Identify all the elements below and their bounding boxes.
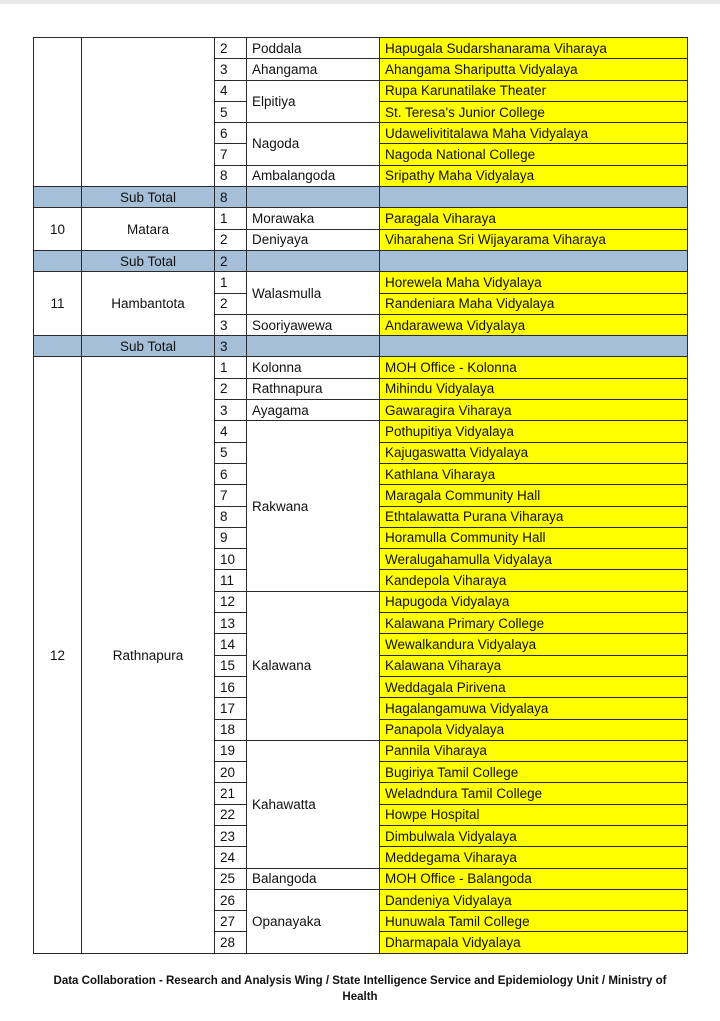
center-name: Nagoda National College [380,144,688,165]
moh-area: Ahangama [247,59,380,80]
row-index: 5 [215,442,247,463]
center-name: Pothupitiya Vidyalaya [380,421,688,442]
row-index: 4 [215,421,247,442]
moh-area: Poddala [247,38,380,59]
subtotal-label: Sub Total [82,336,215,357]
moh-area: Sooriyawewa [247,314,380,335]
row-index: 3 [215,59,247,80]
row-index: 7 [215,485,247,506]
row-index: 8 [215,506,247,527]
row-index: 1 [215,208,247,229]
center-name: Viharahena Sri Wijayarama Viharaya [380,229,688,250]
row-index: 6 [215,463,247,484]
subtotal-label: Sub Total [82,187,215,208]
row-index: 16 [215,676,247,697]
top-margin [0,0,720,4]
row-index: 6 [215,123,247,144]
center-name: Horamulla Community Hall [380,527,688,548]
footer-line-1: Data Collaboration - Research and Analysis Wing / State Intelligence Service and Epidemiology Unit / Ministry of [53,975,667,987]
center-name: St. Teresa's Junior College [380,101,688,122]
moh-area: Ayagama [247,400,380,421]
center-name: Kalawana Viharaya [380,655,688,676]
table-row [34,272,688,293]
center-name: Weralugahamulla Vidyalaya [380,549,688,570]
row-index: 18 [215,719,247,740]
moh-area: Rathnapura [247,378,380,399]
table-row [34,357,688,378]
center-name: Dandeniya Vidyalaya [380,889,688,910]
district-name: Matara [82,208,215,251]
footer-line-2: Health [342,991,378,1003]
subtotal-count: 3 [215,336,247,357]
center-name: Ethtalawatta Purana Viharaya [380,506,688,527]
row-index: 17 [215,698,247,719]
center-name: Hunuwala Tamil College [380,911,688,932]
center-name: Weddagala Pirivena [380,676,688,697]
table-row [34,208,688,229]
row-index: 9 [215,527,247,548]
row-index: 19 [215,740,247,761]
center-name: Howpe Hospital [380,804,688,825]
row-index: 22 [215,804,247,825]
center-name: Gawaragira Viharaya [380,400,688,421]
moh-area: Walasmulla [247,272,380,315]
subtotal-row [34,250,688,271]
row-index: 25 [215,868,247,889]
subtotal-count: 8 [215,187,247,208]
center-name: Paragala Viharaya [380,208,688,229]
row-index: 2 [215,293,247,314]
center-name: Mihindu Vidyalaya [380,378,688,399]
row-index: 5 [215,101,247,122]
district-number-cell [34,38,82,187]
row-index: 10 [215,549,247,570]
row-index: 8 [215,165,247,186]
row-index: 26 [215,889,247,910]
center-name: Hapugala Sudarshanarama Viharaya [380,38,688,59]
moh-area: Elpitiya [247,80,380,123]
center-name: Wewalkandura Vidyalaya [380,634,688,655]
center-name: Kajugaswatta Vidyalaya [380,442,688,463]
row-index: 1 [215,272,247,293]
row-index: 3 [215,400,247,421]
moh-area: Nagoda [247,123,380,166]
center-name: MOH Office - Balangoda [380,868,688,889]
table-row [34,38,688,59]
center-name: Pannila Viharaya [380,740,688,761]
row-index: 23 [215,825,247,846]
row-index: 12 [215,591,247,612]
district-name: Rathnapura [82,357,215,953]
subtotal-count: 2 [215,250,247,271]
row-index: 3 [215,314,247,335]
moh-area: Kolonna [247,357,380,378]
center-name: Udawelivititalawa Maha Vidyalaya [380,123,688,144]
subtotal-row [34,187,688,208]
district-name: Hambantota [82,272,215,336]
row-index: 27 [215,911,247,932]
center-name: Dharmapala Vidyalaya [380,932,688,953]
moh-area: Kalawana [247,591,380,740]
row-index: 2 [215,38,247,59]
subtotal-label: Sub Total [82,250,215,271]
moh-area: Balangoda [247,868,380,889]
center-name: Hagalangamuwa Vidyalaya [380,698,688,719]
district-number: 12 [34,357,82,953]
row-index: 4 [215,80,247,101]
row-index: 11 [215,570,247,591]
center-name: Meddegama Viharaya [380,847,688,868]
district-number: 11 [34,272,82,336]
row-index: 14 [215,634,247,655]
center-name: Ahangama Shariputta Vidyalaya [380,59,688,80]
center-name: Maragala Community Hall [380,485,688,506]
center-name: Hapugoda Vidyalaya [380,591,688,612]
moh-area: Rakwana [247,421,380,591]
center-name: Sripathy Maha Vidyalaya [380,165,688,186]
moh-area: Deniyaya [247,229,380,250]
center-name: Andarawewa Vidyalaya [380,314,688,335]
row-index: 15 [215,655,247,676]
moh-area: Ambalangoda [247,165,380,186]
row-index: 1 [215,357,247,378]
moh-area: Opanayaka [247,889,380,953]
moh-area: Kahawatta [247,740,380,868]
center-name: Weladndura Tamil College [380,783,688,804]
district-name-cell [82,38,215,187]
district-number: 10 [34,208,82,251]
subtotal-row [34,336,688,357]
row-index: 2 [215,229,247,250]
center-name: Kalawana Primary College [380,613,688,634]
footer-credit [20,973,700,1005]
center-name: Dimbulwala Vidyalaya [380,825,688,846]
row-index: 21 [215,783,247,804]
center-name: Bugiriya Tamil College [380,762,688,783]
center-name: Kathlana Viharaya [380,463,688,484]
moh-area: Morawaka [247,208,380,229]
center-name: Horewela Maha Vidyalaya [380,272,688,293]
vaccination-centers-table [33,37,688,954]
row-index: 24 [215,847,247,868]
center-name: Panapola Vidyalaya [380,719,688,740]
center-name: MOH Office - Kolonna [380,357,688,378]
row-index: 2 [215,378,247,399]
center-name: Randeniara Maha Vidyalaya [380,293,688,314]
center-name: Kandepola Viharaya [380,570,688,591]
center-name: Rupa Karunatilake Theater [380,80,688,101]
row-index: 20 [215,762,247,783]
row-index: 7 [215,144,247,165]
row-index: 28 [215,932,247,953]
row-index: 13 [215,613,247,634]
